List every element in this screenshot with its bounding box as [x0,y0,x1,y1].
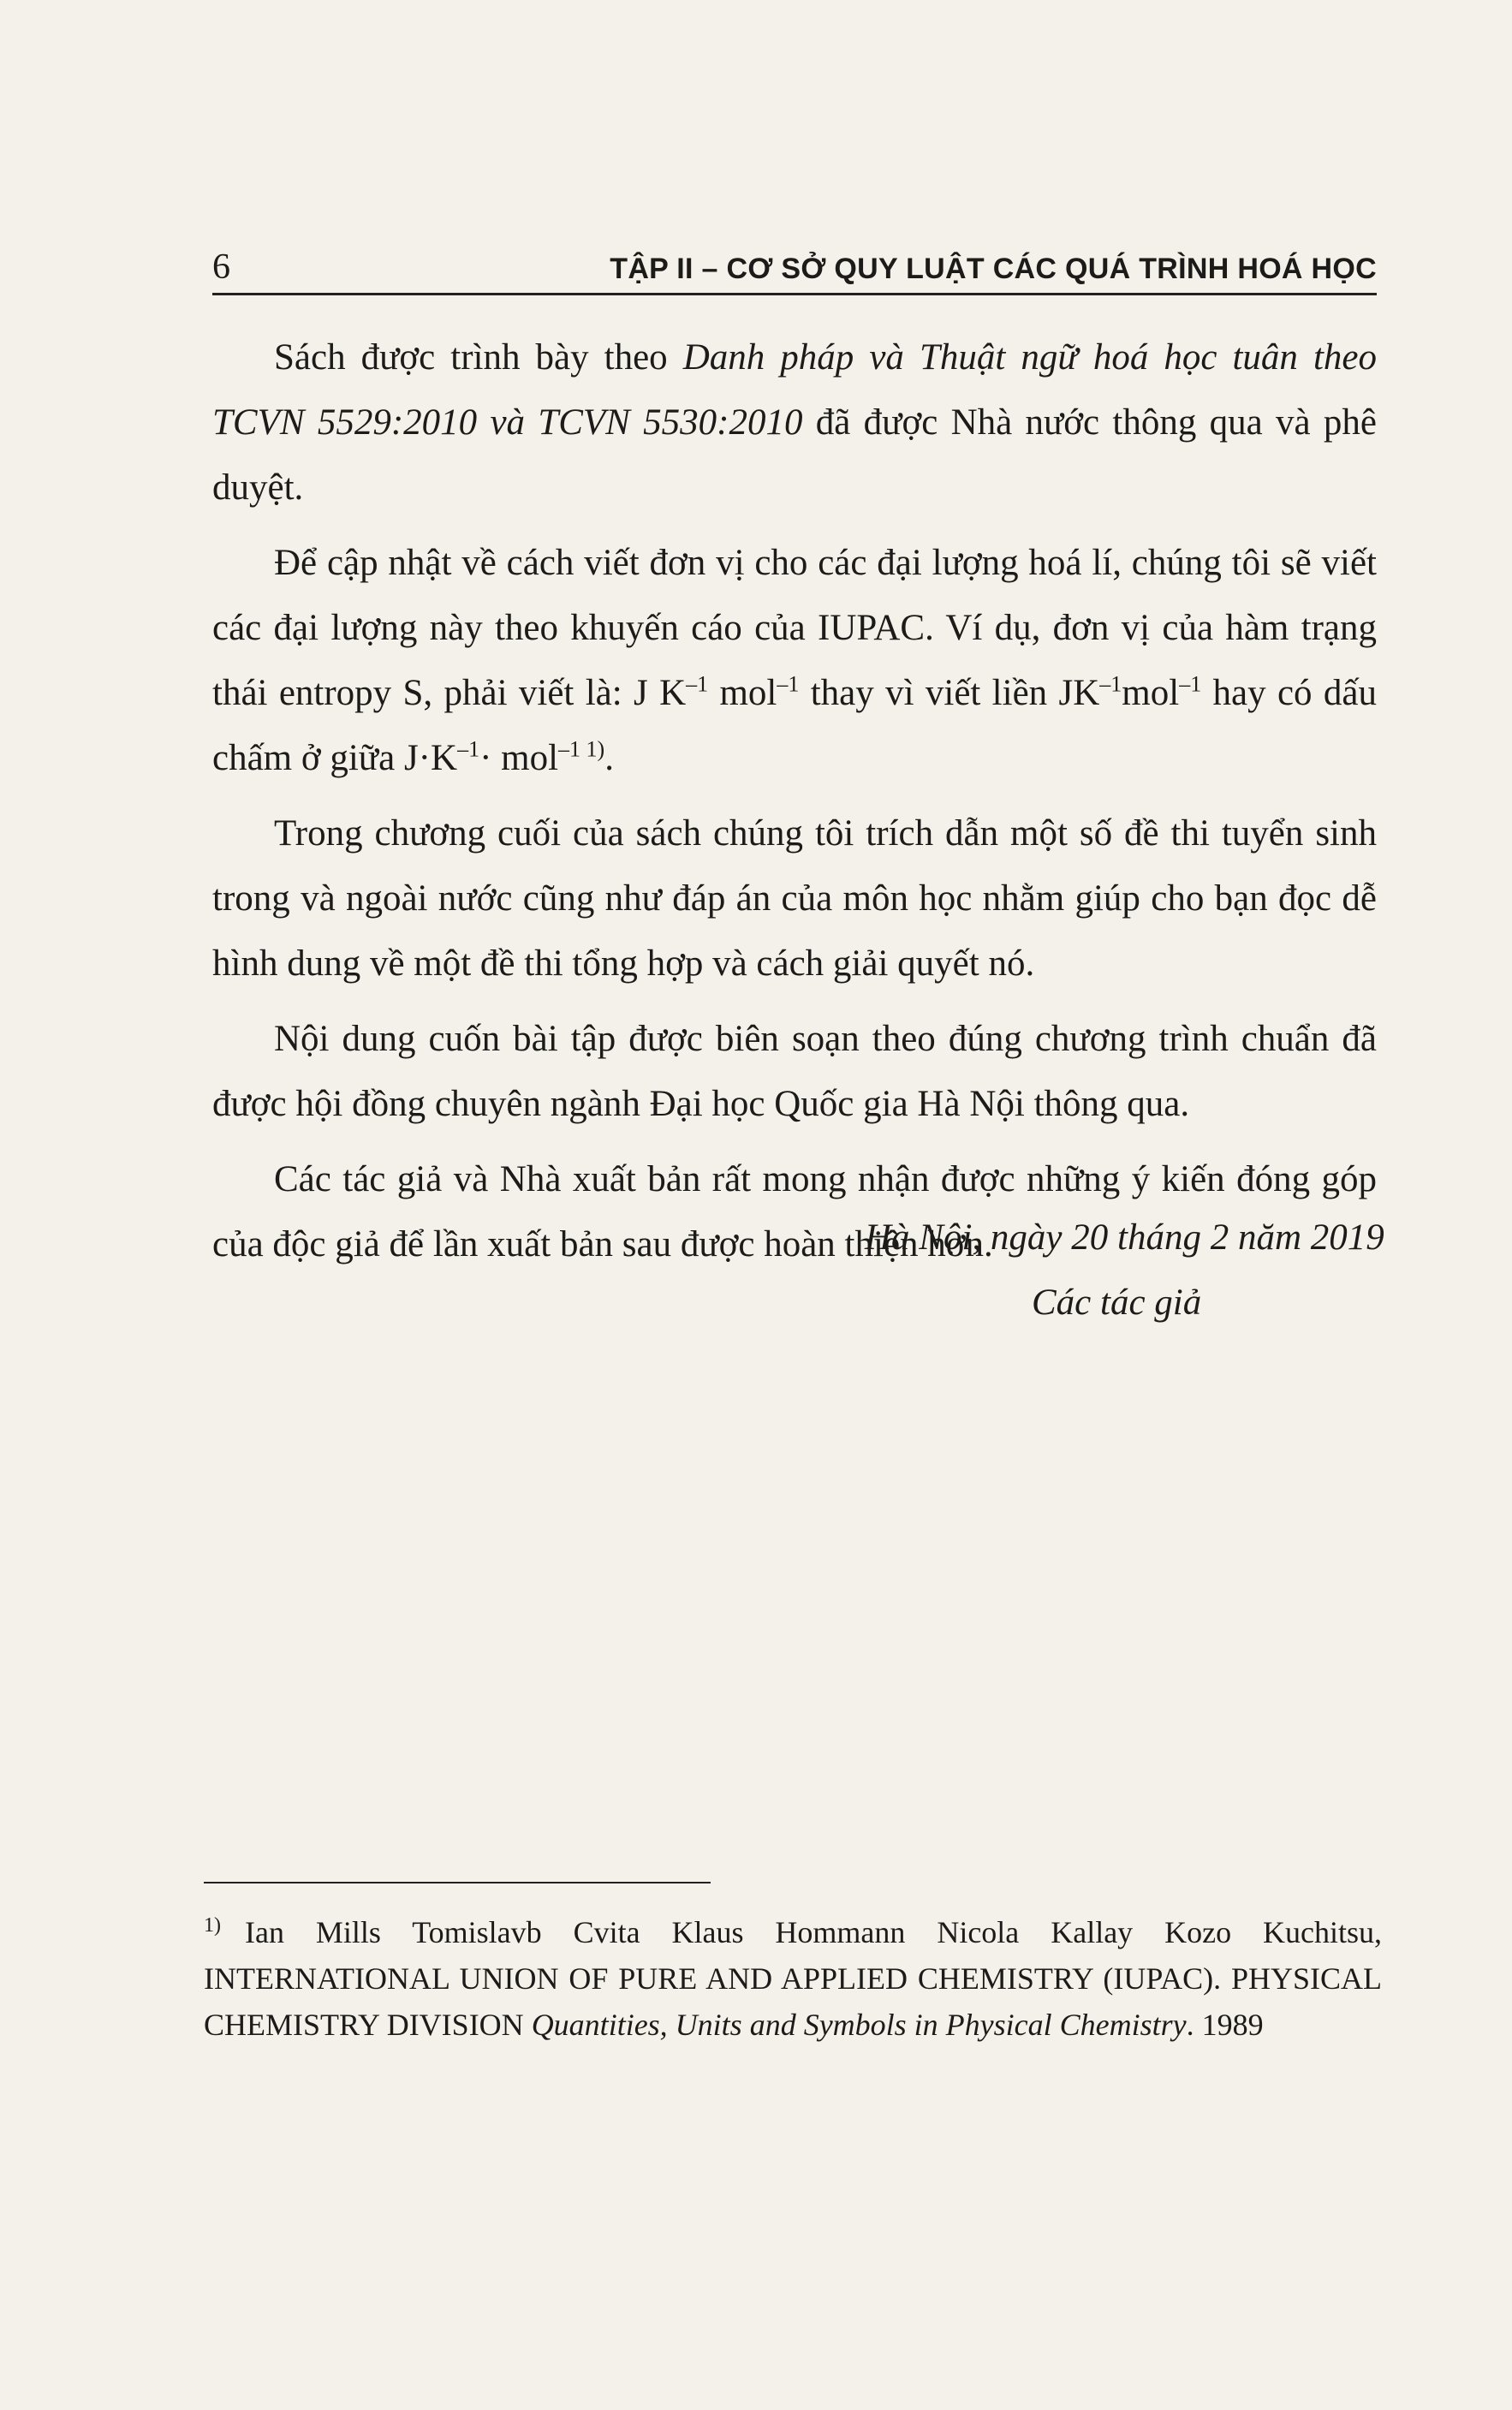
footnote [204,1909,1382,2048]
signoff-date: Hà Nội, ngày 20 tháng 2 năm 2019 [865,1217,1384,1258]
paragraph-feedback: Các tác giả và Nhà xuất bản rất mong nhận được những ý kiến đóng góp của độc giả để lần xuất bản sau được hoàn thiện hơn. [212,1159,1377,1265]
running-head: TẬP II – CƠ SỞ QUY LUẬT CÁC QUÁ TRÌNH HOÁ HỌC [610,253,1377,285]
footnote-year: . 1989 [1186,2008,1264,2042]
superscript: –1 [686,671,709,697]
page-number: 6 [212,247,230,287]
superscript: –1 [457,736,480,762]
paragraph-exams: Trong chương cuối của sách chúng tôi trích dẫn một số đề thi tuyển sinh trong và ngoài nước cũng như đáp án của môn học nhằm giúp cho bạn đọc dễ hình dung về một đề thi tổng hợp và cách giải quyết nó. [212,813,1377,984]
body-text [212,325,1377,1288]
footnote-divider [204,1882,711,1883]
paragraph-curriculum: Nội dung cuốn bài tập được biên soạn theo đúng chương trình chuẩn đã được hội đồng chuyên ngành Đại học Quốc gia Hà Nội thông qua. [212,1019,1377,1124]
text-run: đã được Nhà nước thông qua và phê duyệt. [212,402,1378,508]
page-header [212,233,1377,295]
footnote-text: Ian Mills Tomislavb Cvita Klaus Hommann Nicola Kallay Kozo Kuchitsu, INTERNATIONAL UNION OF PURE AND APPLIED CHEMISTRY (IUPAC). PHYSICAL CHEMISTRY DIVISION [204,1915,1382,2042]
text-run: hay có dấu chấm ở giữa J·K [212,673,1377,778]
text-run: mol [1122,673,1180,713]
footnote-reference: –1 1) [558,736,605,762]
text-run: thay vì viết liền JK [799,673,1100,713]
footnote-marker: 1) [204,1914,221,1937]
superscript: –1 [1179,671,1202,697]
paragraph-nomenclature [212,325,1377,521]
paragraph-units [212,531,1377,791]
signoff-authors: Các tác giả [1032,1282,1202,1323]
signoff [865,1205,1396,1336]
text-run: mol [708,673,777,713]
text-run: Sách được trình bày theo [274,337,683,378]
text-run: Để cập nhật về cách viết đơn vị cho các đại lượng hoá lí, chúng tôi sẽ viết các đại lượng này theo khuyến cáo của IUPAC. Ví dụ, đơn vị của hàm trạng thái entropy S, phải viết là: J K [212,543,1377,713]
text-run: . [604,738,614,778]
footnote-title: Quantities, Units and Symbols in Physical Chemistry [531,2008,1187,2042]
superscript: –1 [777,671,800,697]
text-run: · mol [479,738,559,778]
superscript: –1 [1099,671,1122,697]
italic-title: Danh pháp và Thuật ngữ hoá học tuân theo TCVN 5529:2010 và TCVN 5530:2010 [212,337,1377,443]
